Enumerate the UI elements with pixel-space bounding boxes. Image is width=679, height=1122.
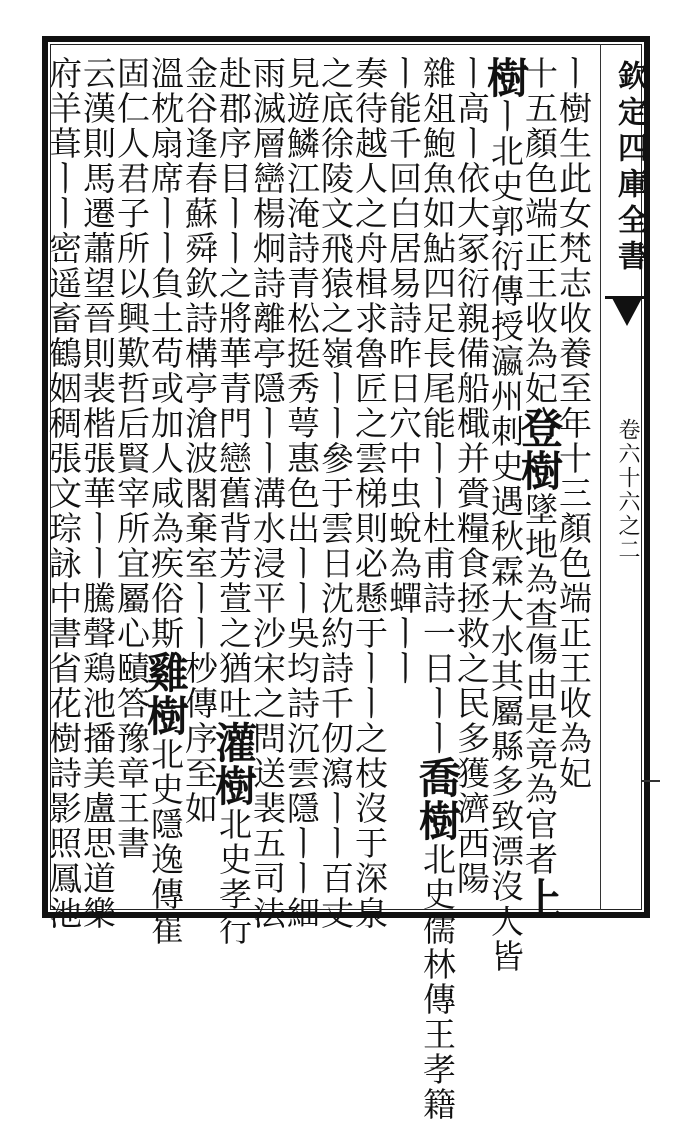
text-run: ㅣ高ㅣ依大冢衍親備船檝并賫糧食拯救之民多獲濟西陽 — [452, 56, 491, 896]
text-run: 府羊葺ㅣㅣ密遥畜鶴姻稠張文琮詠中書省花樹詩影照鳳池 — [44, 56, 83, 931]
text-run: 云漢則馬遷蕭望晉則裴楷張華ㅣㅣ騰聲鶏池播美盧思道樂 — [78, 56, 117, 931]
text-run: 赴郡序目ㅣㅣ之將華青門戀舊背芳萱之猶吐 — [214, 56, 253, 721]
book-title: 欽定四庫全書 — [612, 60, 647, 276]
text-run: ㅣ北史郭衍傳授瀛州刺史遇秋霖大水其屬縣多致漂沒人皆 — [486, 99, 525, 974]
text-run: 雜俎鮑魚如鮎四足長尾能ㅣㅣ杜甫詩一日ㅣㅣ — [418, 56, 457, 756]
text-run: 賾答豫章王書 — [112, 651, 151, 861]
text-run: 金谷逢春蘇舜欽詩構亭滄波閣棄室ㅣㅣ杪 — [180, 56, 219, 686]
text-run: 溫枕扇席ㅣㅣ負土苟或加人咸為疾俗斯 — [146, 56, 185, 651]
headword: 雞 — [141, 651, 190, 694]
text-run: 北史儒林傳王孝籍 — [418, 842, 457, 1122]
juan-label: 卷六十六之二 — [615, 418, 640, 562]
headword: 上 — [515, 877, 564, 920]
headword: 樹 — [141, 694, 190, 737]
headword: 樹 — [481, 56, 530, 99]
text-run: 固仁人君子所以興歎哲后賢宰所宜屬心 — [112, 56, 151, 651]
text-run: 北史隱逸傳崔 — [146, 737, 185, 947]
headword: 樹 — [515, 449, 564, 492]
edge-tick — [642, 780, 660, 782]
text-column — [37, 56, 89, 931]
text-run: 北史孝行 — [214, 807, 253, 947]
text-run: 見遊鱗江淹詩青松挺秀萼惠色出ㅣㅣ吳均詩沉雲隱ㅣㅣ細 — [282, 56, 321, 931]
text-run: 傳序至如 — [180, 686, 219, 826]
text-run: 奏待越人之舟楫求魯匠之雲梯則必懸于ㅣㅣ之枝沒于深泉 — [350, 56, 389, 931]
headword: 登 — [515, 406, 564, 449]
text-run: 十五顏色端正王收為妃 — [520, 56, 559, 406]
text-run: 雨滅層巒楊炯詩離亭隱ㅣㅣ溝水浸平沙宋之問送裴五司法 — [248, 56, 287, 931]
text-run: ㅣ樹生此女梵志收養至年十三顏色端正王收為妃 — [554, 56, 593, 791]
headword: 樹 — [413, 799, 462, 842]
headword: 灌 — [209, 721, 258, 764]
text-run: 之底徐陵文飛猿之嶺ㅣㅣ參于雲日沈約詩千仞瀉ㅣㅣ百丈 — [316, 56, 355, 931]
headword: 喬 — [413, 756, 462, 799]
headword: 樹 — [209, 764, 258, 807]
fish-tail-mark — [612, 298, 642, 326]
text-run: 墜地為查傷由是竟為官者 — [520, 492, 559, 877]
text-run: ㅣ能千回白居易詩昨日穴中虫蛻為蟬ㅣㅣ — [384, 56, 423, 686]
